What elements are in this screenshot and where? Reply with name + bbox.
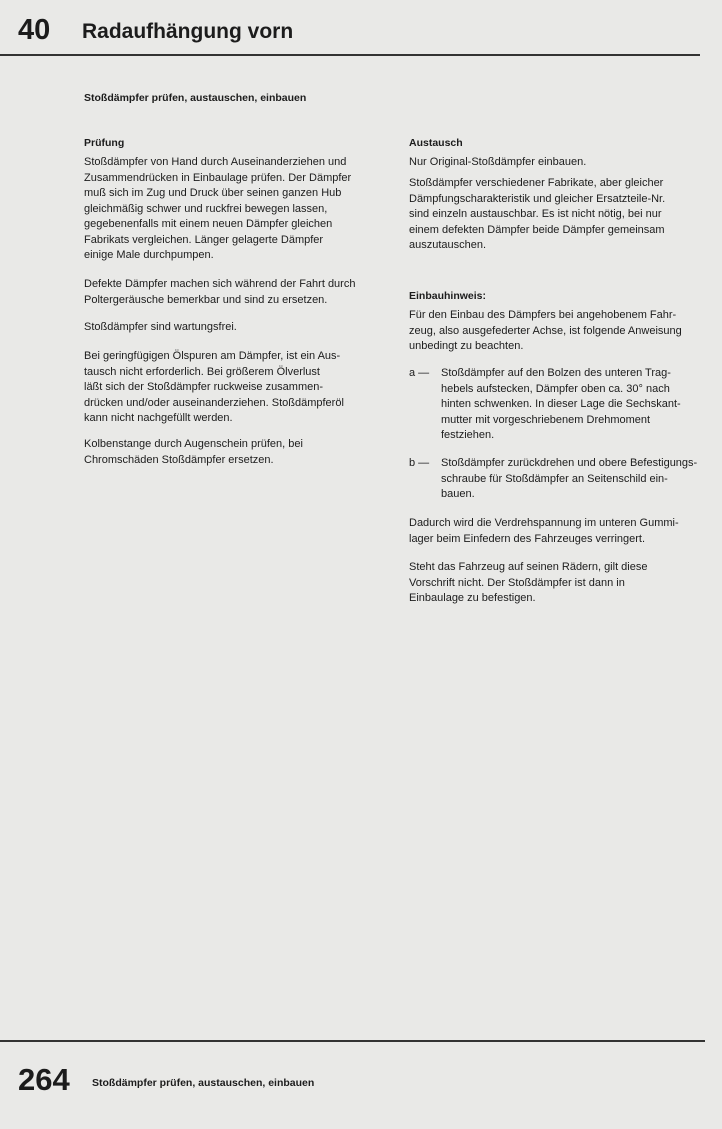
paragraph (84, 155, 351, 264)
text-line: kann nicht nachgefüllt werden. (84, 412, 233, 424)
text-line: Steht das Fahrzeug auf seinen Rädern, gilt diese (409, 561, 648, 573)
text-line: einem defekten Dämpfer beide Dämpfer gemeinsam (409, 223, 665, 236)
text-line: gleichmäßig schwer und ruckfrei bewegen lassen, (84, 202, 328, 215)
paragraph (409, 155, 586, 171)
text-line: läßt sich der Stoßdämpfer ruckweise zusammen- (84, 381, 324, 393)
page-number: 264 (18, 1062, 70, 1097)
section-subtitle: Stoßdämpfer prüfen, austauschen, einbauen (84, 92, 307, 104)
text-line: Chromschäden Stoßdämpfer ersetzen. (84, 453, 274, 466)
footer-rule (0, 1040, 705, 1042)
text-line: Einbaulage zu befestigen. (409, 592, 536, 604)
heading-austausch: Austausch (409, 137, 463, 149)
text-line: Dadurch wird die Verdrehspannung im unteren Gummi- (409, 517, 679, 529)
paragraph (409, 308, 682, 355)
text-line: unbedingt zu beachten. (409, 340, 524, 352)
paragraph (84, 320, 237, 336)
text-line: Defekte Dämpfer machen sich während der Fahrt durch (84, 278, 356, 290)
text-line: Nur Original-Stoßdämpfer einbauen. (409, 156, 587, 168)
text-line: schraube für Stoßdämpfer an Seitenschild ein- (441, 472, 668, 485)
text-line: Stoßdämpfer verschiedener Fabrikate, aber gleicher (409, 177, 664, 189)
text-line: Kolbenstange durch Augenschein prüfen, bei (84, 438, 303, 450)
paragraph (409, 176, 665, 254)
chapter-title: Radaufhängung vorn (82, 20, 294, 43)
text-line: Stoßdämpfer auf den Bolzen des unteren Trag- (441, 367, 671, 379)
paragraph (84, 349, 344, 427)
step-label: b — (409, 457, 430, 469)
text-line: lager beim Einfedern des Fahrzeuges verringert. (409, 532, 646, 545)
text-line: einige Male durchpumpen. (84, 249, 214, 261)
text-line: Vorschrift nicht. Der Stoßdämpfer ist dann in (409, 576, 625, 589)
text-line: tausch nicht erforderlich. Bei größerem Ölverlust (84, 365, 320, 378)
text-line: drücken und/oder auseinanderziehen. Stoßdämpferöl (84, 396, 344, 409)
text-line: Stoßdämpfer sind wartungsfrei. (84, 321, 237, 333)
footer-title: Stoßdämpfer prüfen, austauschen, einbauen (92, 1077, 315, 1089)
paragraph (409, 560, 647, 607)
heading-pruefung: Prüfung (84, 137, 125, 149)
text-line: hebels aufstecken, Dämpfer oben ca. 30° nach (441, 382, 670, 395)
text-line: Poltergeräusche bemerkbar und sind zu ersetzen. (84, 293, 328, 306)
step-text (441, 366, 681, 444)
text-line: zeug, also ausgefederter Achse, ist folgende Anweisung (409, 324, 682, 337)
text-line: Fabrikats vergleichen. Länger gelagerte Dämpfer (84, 233, 324, 246)
chapter-number: 40 (18, 14, 51, 46)
text-line: sind einzeln austauschbar. Es ist nicht nötig, bei nur (409, 208, 662, 220)
heading-einbauhinweis: Einbauhinweis: (409, 290, 487, 302)
text-line: hinten schwenken. In dieser Lage die Sechskant- (441, 398, 681, 410)
step-text (441, 456, 697, 503)
text-line: Für den Einbau des Dämpfers bei angehobenem Fahr- (409, 309, 677, 321)
text-line: Dämpfungscharakteristik und gleicher Ersatzteile-Nr. (409, 192, 666, 205)
text-line: Stoßdämpfer von Hand durch Auseinanderziehen und (84, 156, 347, 168)
paragraph (84, 437, 303, 468)
text-line: Zusammendrücken in Einbaulage prüfen. Der Dämpfer (84, 171, 352, 184)
paragraph (409, 516, 679, 547)
text-line: festziehen. (441, 429, 495, 441)
paragraph (84, 277, 355, 308)
text-line: muß sich im Zug und Druck über seinen ganzen Hub (84, 187, 342, 199)
text-line: bauen. (441, 488, 475, 500)
text-line: mutter mit vorgeschriebenem Drehmoment (441, 413, 651, 426)
step-label: a — (409, 367, 430, 379)
text-line: Stoßdämpfer zurückdrehen und obere Befestigungs- (441, 457, 698, 469)
text-line: auszutauschen. (409, 239, 487, 251)
text-line: gegebenenfalls mit einem neuen Dämpfer gleichen (84, 218, 333, 230)
text-line: Bei geringfügigen Ölspuren am Dämpfer, ist ein Aus- (84, 350, 341, 362)
header-rule (0, 54, 700, 56)
